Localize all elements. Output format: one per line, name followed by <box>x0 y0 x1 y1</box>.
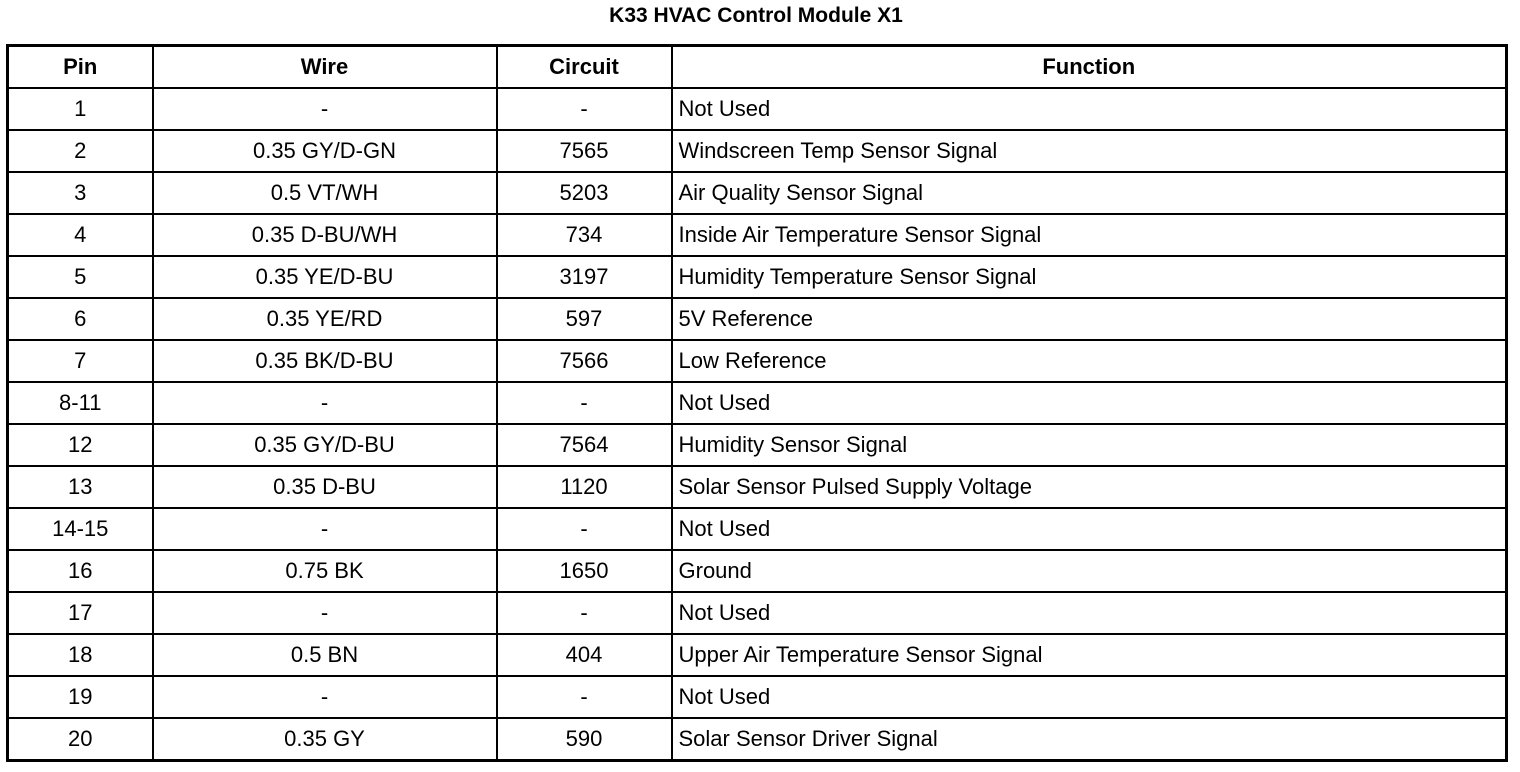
page-title: K33 HVAC Control Module X1 <box>609 4 903 27</box>
wire-cell: - <box>153 592 497 634</box>
circuit-cell: 597 <box>497 298 672 340</box>
column-header-pin: Pin <box>8 46 153 89</box>
table-row <box>8 676 1507 718</box>
table-row <box>8 550 1507 592</box>
circuit-cell: - <box>497 592 672 634</box>
function-cell: Not Used <box>672 676 1507 718</box>
circuit-cell: 590 <box>497 718 672 761</box>
wire-cell: 0.35 GY <box>153 718 497 761</box>
function-cell: Windscreen Temp Sensor Signal <box>672 130 1507 172</box>
function-cell: Humidity Sensor Signal <box>672 424 1507 466</box>
pin-cell: 3 <box>8 172 153 214</box>
circuit-cell: 5203 <box>497 172 672 214</box>
wire-cell: 0.35 YE/RD <box>153 298 497 340</box>
circuit-cell: 7565 <box>497 130 672 172</box>
table-row <box>8 256 1507 298</box>
circuit-cell: 404 <box>497 634 672 676</box>
function-cell: Not Used <box>672 382 1507 424</box>
table-row <box>8 718 1507 761</box>
function-cell: Not Used <box>672 88 1507 130</box>
pin-cell: 16 <box>8 550 153 592</box>
pin-cell: 4 <box>8 214 153 256</box>
table-row <box>8 382 1507 424</box>
table-row <box>8 634 1507 676</box>
function-cell: Not Used <box>672 592 1507 634</box>
wire-cell: 0.35 YE/D-BU <box>153 256 497 298</box>
wire-cell: 0.35 D-BU <box>153 466 497 508</box>
table-row <box>8 466 1507 508</box>
circuit-cell: - <box>497 382 672 424</box>
table-row <box>8 340 1507 382</box>
wire-cell: 0.75 BK <box>153 550 497 592</box>
pin-cell: 13 <box>8 466 153 508</box>
table-row <box>8 298 1507 340</box>
wire-cell: 0.35 BK/D-BU <box>153 340 497 382</box>
wire-cell: - <box>153 382 497 424</box>
function-cell: Ground <box>672 550 1507 592</box>
pin-cell: 18 <box>8 634 153 676</box>
function-cell: Low Reference <box>672 340 1507 382</box>
wire-cell: 0.35 D-BU/WH <box>153 214 497 256</box>
wire-cell: 0.5 VT/WH <box>153 172 497 214</box>
pin-cell: 8-11 <box>8 382 153 424</box>
function-cell: 5V Reference <box>672 298 1507 340</box>
table-row <box>8 424 1507 466</box>
table-row <box>8 88 1507 130</box>
wire-cell: - <box>153 676 497 718</box>
table-row <box>8 214 1507 256</box>
pin-cell: 1 <box>8 88 153 130</box>
table-row <box>8 130 1507 172</box>
function-cell: Not Used <box>672 508 1507 550</box>
table-row <box>8 508 1507 550</box>
function-cell: Air Quality Sensor Signal <box>672 172 1507 214</box>
function-cell: Solar Sensor Driver Signal <box>672 718 1507 761</box>
table-body <box>8 88 1507 761</box>
pin-cell: 2 <box>8 130 153 172</box>
function-cell: Upper Air Temperature Sensor Signal <box>672 634 1507 676</box>
table-row <box>8 172 1507 214</box>
circuit-cell: - <box>497 88 672 130</box>
wire-cell: 0.35 GY/D-GN <box>153 130 497 172</box>
circuit-cell: - <box>497 676 672 718</box>
table-header <box>8 46 1507 89</box>
circuit-cell: - <box>497 508 672 550</box>
column-header-function: Function <box>672 46 1507 89</box>
pin-cell: 14-15 <box>8 508 153 550</box>
pinout-table <box>6 44 1508 762</box>
wire-cell: 0.5 BN <box>153 634 497 676</box>
pin-cell: 6 <box>8 298 153 340</box>
column-header-circuit: Circuit <box>497 46 672 89</box>
circuit-cell: 1120 <box>497 466 672 508</box>
pin-cell: 19 <box>8 676 153 718</box>
wire-cell: - <box>153 508 497 550</box>
header-row <box>8 46 1507 89</box>
pin-cell: 5 <box>8 256 153 298</box>
function-cell: Solar Sensor Pulsed Supply Voltage <box>672 466 1507 508</box>
pin-cell: 7 <box>8 340 153 382</box>
circuit-cell: 1650 <box>497 550 672 592</box>
circuit-cell: 7564 <box>497 424 672 466</box>
pin-cell: 17 <box>8 592 153 634</box>
function-cell: Humidity Temperature Sensor Signal <box>672 256 1507 298</box>
circuit-cell: 3197 <box>497 256 672 298</box>
circuit-cell: 7566 <box>497 340 672 382</box>
pin-cell: 20 <box>8 718 153 761</box>
column-header-wire: Wire <box>153 46 497 89</box>
wire-cell: - <box>153 88 497 130</box>
function-cell: Inside Air Temperature Sensor Signal <box>672 214 1507 256</box>
wire-cell: 0.35 GY/D-BU <box>153 424 497 466</box>
pin-cell: 12 <box>8 424 153 466</box>
circuit-cell: 734 <box>497 214 672 256</box>
table-row <box>8 592 1507 634</box>
